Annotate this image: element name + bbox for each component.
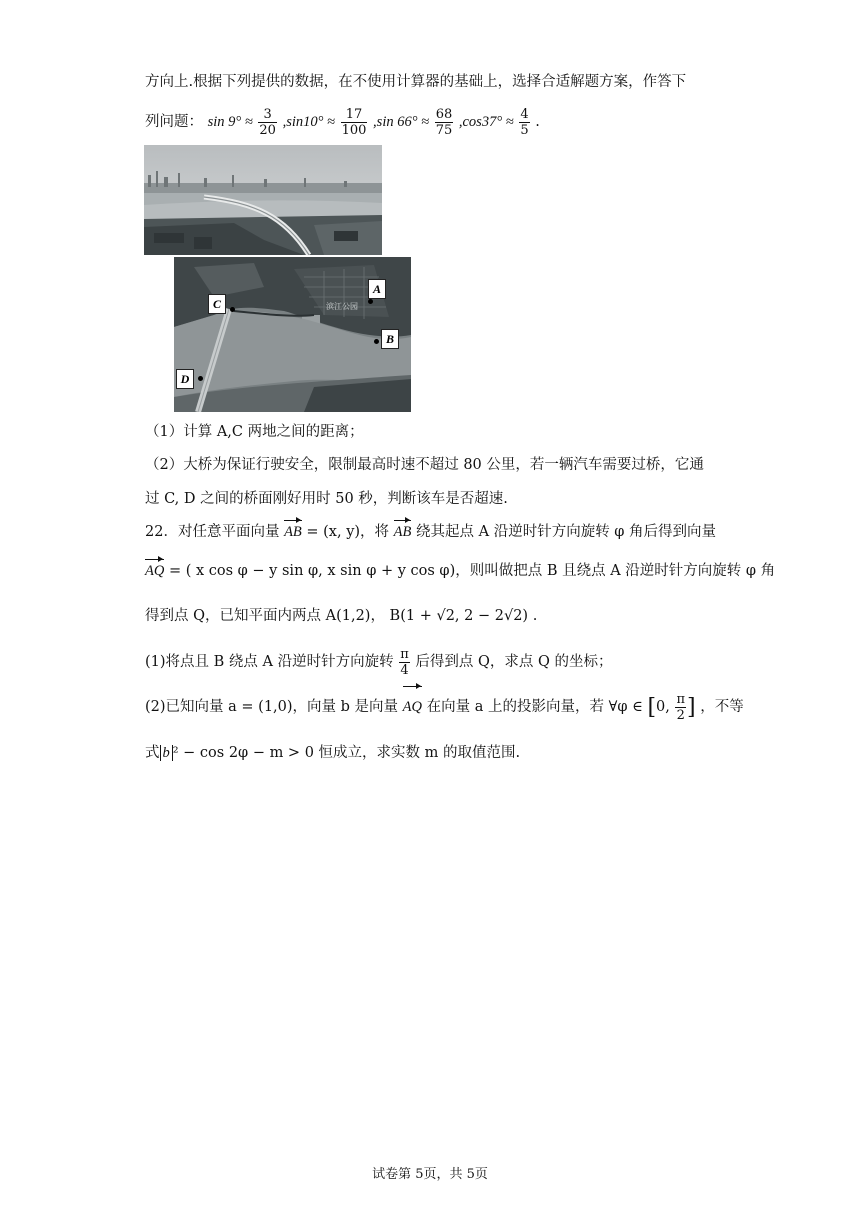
cos37-num: 4 [520,106,529,122]
trig-end: . [535,114,540,130]
bridge-photo [144,145,382,255]
q21-part2-line1: （2）大桥为保证行驶安全，限制最高时速不超过 80 公里，若一辆汽车需要过桥，它通 [145,457,704,473]
q22-p2-line2-c: ² − cos 2φ − m > 0 恒成立，求实数 m 的取值范围. [172,745,521,761]
sin9-label: sin 9° ≈ [207,114,253,130]
vector-aq-2: AQ [403,688,422,726]
sin9-fraction [258,107,277,138]
intro-line-1: 方向上.根据下列提供的数据，在不使用计算器的基础上，选择合适解题方案，作答下 [145,74,687,90]
sin66-num: 68 [435,106,453,122]
q22-p2-text-b: 在向量 a 上的投影向量，若 ∀φ ∈ [426,699,643,715]
sin66-fraction [435,107,454,138]
bridge-photo-graphic [144,145,382,255]
page-footer: 试卷第 5页，共 5页 [372,1167,488,1182]
cos37-fraction [519,107,529,138]
q22-p2-text-a: (2)已知向量 a = (1,0)，向量 b 是向量 [145,699,399,715]
q22-line1 [145,522,716,542]
q22-intro-a: 22．对任意平面向量 [145,524,280,540]
q22-line2-text: = ( x cos φ − y sin φ, x sin φ + y cos φ)，则叫做把点 B 且绕点 A 沿逆时针方向旋转 φ 角 [168,563,776,579]
cos37-label: ,cos37° ≈ [458,114,514,130]
pi4-num: π [400,646,409,662]
trig-data-line [145,103,540,141]
pi2-den: 2 [676,707,685,723]
point-c-dot [230,307,235,312]
sin10-num: 17 [341,107,368,123]
pi-over-4 [399,647,410,678]
sin10-fraction [341,107,368,138]
sin10-den: 100 [341,122,367,138]
interval-open-bracket: [ [647,695,657,720]
pi-over-2 [675,692,686,723]
map-park-label: 滨江公园 [326,302,358,311]
q21-part2-line2: 过 C, D 之间的桥面刚好用时 50 秒，判断该车是否超速. [145,491,508,507]
q22-intro-b: = (x, y)，将 [306,524,390,540]
q22-line3: 得到点 Q，已知平面内两点 A(1,2)， B(1 + √2, 2 − 2√2) . [145,608,538,624]
sin9-den: 20 [259,122,276,138]
point-d-dot [198,376,203,381]
interval-close-bracket: ] [687,695,696,720]
q22-p2-text-c: ，不等 [700,699,744,715]
map-photo [174,257,411,412]
point-c-label: C [208,294,226,314]
interval-start: 0, [656,699,670,715]
intro-line-2-prefix: 列问题： [145,114,203,130]
q22-part1 [145,643,612,681]
point-a-label: A [368,279,386,299]
q22-p2-line2-a: 式 [145,745,160,761]
vector-ab-2: AB [393,524,412,540]
point-d-label: D [176,369,194,389]
q22-p1-text-a: (1)将点且 B 绕点 A 沿逆时针方向旋转 [145,654,394,670]
q22-intro-c: 绕其起点 A 沿逆时针方向旋转 φ 角后得到向量 [416,524,717,540]
point-a-dot [368,299,373,304]
q22-line2 [145,561,775,581]
sin10-label: ,sin10° ≈ [282,114,335,130]
q22-part2-line1 [145,688,744,726]
sin66-label: ,sin 66° ≈ [373,114,430,130]
q22-p1-text-b: 后得到点 Q，求点 Q 的坐标； [415,654,613,670]
vector-ab: AB [284,524,302,540]
point-b-label: B [381,329,399,349]
pi4-den: 4 [400,662,409,678]
pi2-num: π [676,691,686,707]
q21-part1: （1）计算 A,C 两地之间的距离； [145,424,364,440]
abs-b: b [160,745,173,761]
sin66-den: 75 [435,122,453,138]
vector-aq: AQ [145,563,165,579]
q22-part2-line2 [145,743,520,763]
cos37-den: 5 [520,122,529,138]
sin9-num: 3 [258,107,277,123]
point-b-dot [374,339,379,344]
